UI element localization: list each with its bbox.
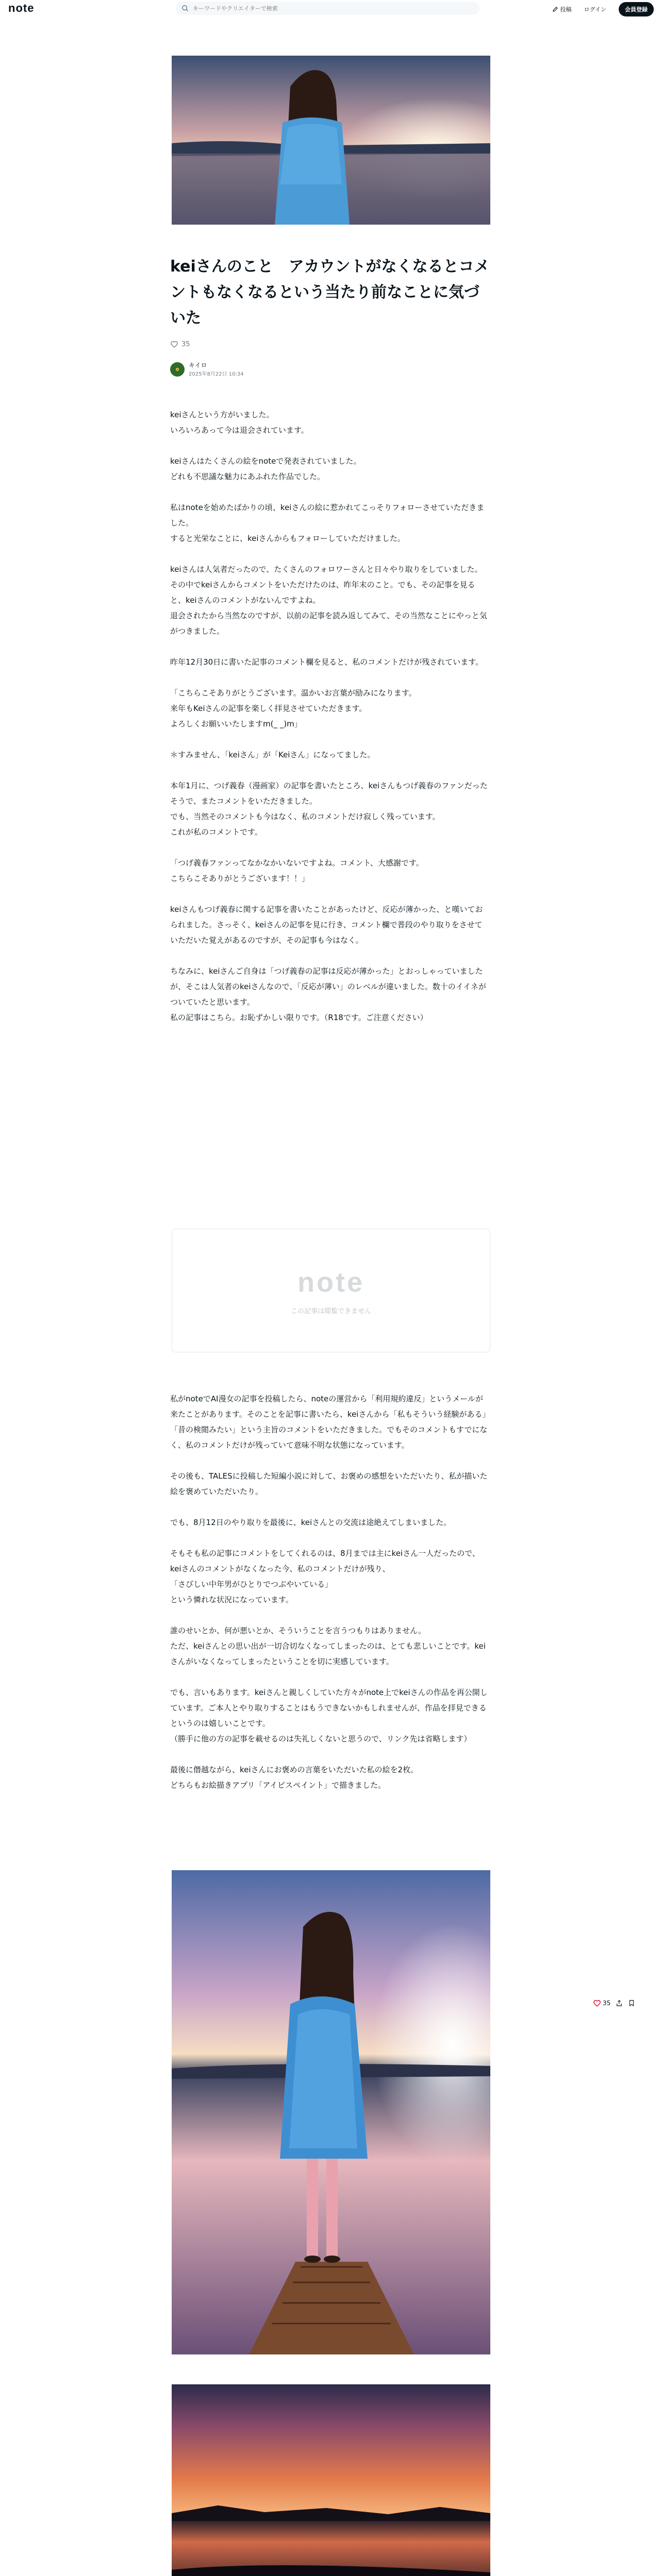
author-name[interactable]: キイロ	[189, 362, 207, 369]
embed-unavailable-message: この記事は閲覧できません	[290, 1307, 371, 1315]
heart-icon	[170, 340, 178, 348]
side-like-button[interactable]	[593, 1999, 610, 2007]
embedded-article-card[interactable]	[172, 1229, 490, 1352]
paragraph: 昨年12月30日に書いた記事のコメント欄を見ると、私のコメントだけが残されています。	[170, 657, 483, 667]
sunset-illustration	[172, 2384, 490, 2576]
paragraph: 「こちらこそありがとうございます。温かいお言葉が励みになります。 来年もKeiさんの記事を楽しく拝見させていただきます。 よろしくお願いいたしますm(_ _)m」	[170, 688, 417, 728]
signup-button[interactable]: 会員登録	[619, 2, 654, 16]
paragraph: ＊すみません、「keiさん」が「Keiさん」になってました。	[170, 750, 375, 759]
search-bar[interactable]	[175, 2, 479, 15]
floating-actions	[593, 1999, 635, 2007]
article-body-2	[170, 1391, 490, 1808]
search-input[interactable]	[193, 5, 451, 12]
paragraph: でも、言いもあります。keiさんと親しくしていた方々がnote上でkeiさんの作品を再公開しています。ご本人とやり取りすることはもうできないかもしれませんが、作品を拝見できるというのは嬉しいことです。 （勝手に他の方の記事を載せるのは失礼しくないと思うので、リンク先は省略します）	[170, 1688, 488, 1743]
login-link[interactable]: ログイン	[584, 6, 606, 13]
side-like-count: 35	[603, 1999, 611, 2007]
post-label: 投稿	[560, 6, 572, 13]
paragraph: keiさんはたくさんの絵をnoteで発表されていました。 どれも不思議な魅力にあふれた作品でした。	[170, 456, 361, 481]
girl-lake-illustration	[172, 56, 490, 225]
sunset-landscape-image[interactable]	[172, 2384, 490, 2576]
paragraph: ちなみに、keiさんご自身は「つげ義春の記事は反応が薄かった」とおっしゃっていましたが、そこは人気者のkeiさんなので、「反応が薄い」のレベルが違いました。数十のイイネがついていたと思います。 私の記事はこちら。お恥ずかしい限りです。（R18です。ご注意ください）	[170, 967, 486, 1022]
embed-note-logo: note	[297, 1266, 365, 1298]
header	[0, 0, 662, 16]
pen-icon	[552, 6, 558, 12]
girl-on-pier-image[interactable]	[172, 1870, 490, 2354]
paragraph: その後も、TALESに投稿した短編小説に対して、お褒めの感想をいただいたり、私が描いた絵を褒めていただいたり。	[170, 1471, 488, 1496]
hero-image	[172, 56, 490, 225]
paragraph: 本年1月に、つげ義春（漫画家）の記事を書いたところ、keiさんもつげ義春のファンだったそうで、またコメントをいただきました。 でも、当然そのコメントも今はなく、私のコメントだけ寂しく残っています。 これが私のコメントです。	[170, 781, 488, 837]
side-share-button[interactable]	[616, 1999, 623, 2007]
paragraph: keiさんという方がいました。 いろいろあって今は退会されています。	[170, 410, 309, 435]
article-title: keiさんのこと アカウントがなくなるとコメントもなくなるという当たり前なことに気づいた	[170, 258, 490, 327]
article-body	[170, 407, 490, 1025]
heart-icon	[593, 1999, 601, 2007]
paragraph: keiさんもつげ義春に関する記事を書いたことがあったけど、反応が薄かった、と嘆いておられました。さっそく、keiさんの記事を見に行き、コメント欄で普段のやり取りをさせていただいた覚えがあるのですが、その記事も今はなく。	[170, 905, 483, 945]
paragraph: keiさんは人気者だったので、たくさんのフォロワーさんと日々やり取りをしていました。 その中でkeiさんからコメントをいただけたのは、昨年末のこと。でも、その記事を見ると、keiさんのコメントがないんですよね。 退会されたから当然なのですが、以前の記事を読み返してみて、その当然なことにやっと気がつきました。	[170, 565, 487, 636]
girl-pier-illustration	[172, 1870, 490, 2354]
author-avatar[interactable]	[170, 362, 185, 377]
paragraph: 最後に僭越ながら、keiさんにお褒めの言葉をいただいた私の絵を2枚。 どちらもお絵描きアプリ「アイビスペイント」で描きました。	[170, 1765, 419, 1790]
post-button[interactable]	[552, 5, 572, 13]
flower-icon	[174, 366, 181, 373]
title-like[interactable]	[170, 340, 190, 348]
paragraph: でも、8月12日のやり取りを最後に、keiさんとの交流は途絶えてしまいました。	[170, 1518, 452, 1527]
author-block[interactable]	[170, 362, 244, 377]
paragraph: 「つげ義春ファンってなかなかいないですよね。コメント、大感謝です。 こちらこそありがとうございます！！」	[170, 858, 424, 883]
paragraph: 誰のせいとか、何が悪いとか、そういうことを言うつもりはありません。 ただ、keiさんとの思い出が一切合切なくなってしまったのは、とても悲しいことです。keiさんがいなくなってしまったということを切に実感しています。	[170, 1626, 486, 1666]
note-logo[interactable]: note	[8, 2, 35, 14]
search-icon	[181, 5, 189, 12]
side-bookmark-button[interactable]	[628, 1999, 635, 2007]
bookmark-icon	[628, 1999, 635, 2007]
header-actions	[552, 2, 654, 16]
paragraph: そもそも私の記事にコメントをしてくれるのは、8月までは主にkeiさん一人だったので、keiさんのコメントがなくなった今、私のコメントだけが残り、 「さびしい中年男がひとりでつぶやいている」 という憐れな状況になっています。	[170, 1549, 480, 1604]
paragraph: 私はnoteを始めたばかりの頃、keiさんの絵に惹かれてこっそりフォローさせていただきました。 すると光栄なことに、keiさんからもフォローしていただけました。	[170, 503, 485, 543]
like-count: 35	[181, 340, 190, 348]
paragraph: 私がnoteでAI漫女の記事を投稿したら、noteの運営から「利用規約違反」というメールが来たことがあります。そのことを記事に書いたら、keiさんから「私もそういう経験がある」「昔の検閲みたい」という主旨のコメントをいただきました。でもそのコメントもすでになく、私のコメントだけが残っていて意味不明な状態になっています。	[170, 1394, 488, 1450]
share-icon	[616, 1999, 623, 2007]
publish-date: 2025年8月22日 10:34	[189, 371, 244, 377]
